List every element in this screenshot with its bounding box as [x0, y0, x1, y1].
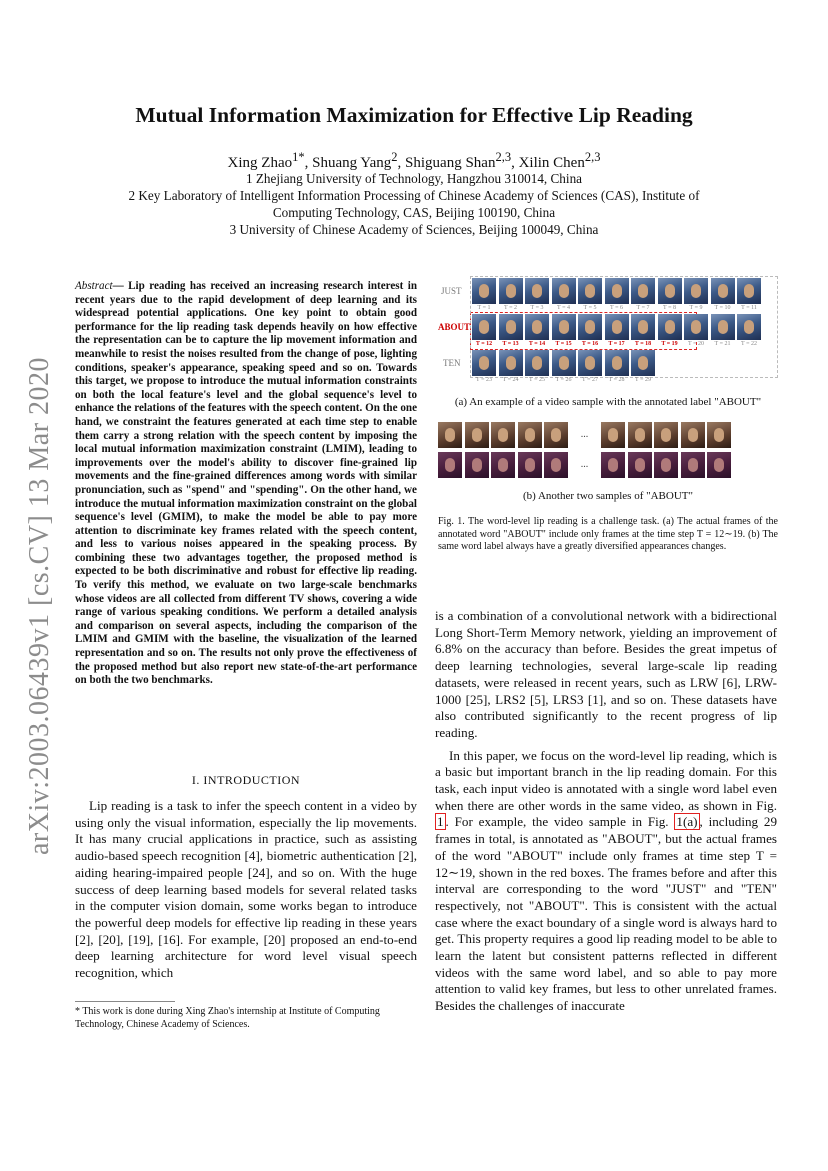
tick-label: T = 26	[555, 377, 572, 383]
video-frame	[601, 422, 625, 448]
tick-label: T = 9	[689, 305, 703, 311]
video-frame	[544, 452, 568, 478]
tick-label: T = 19	[661, 341, 678, 347]
row-label-about: ABOUT	[438, 322, 471, 332]
tick-label: T = 10	[714, 305, 731, 311]
figure-1b	[438, 422, 778, 482]
footnote-rule	[75, 1001, 175, 1002]
video-frame	[499, 350, 523, 376]
subcaption-a: (a) An example of a video sample with the annotated label "ABOUT"	[454, 396, 762, 408]
video-frame	[491, 422, 515, 448]
intro-paragraph-1: Lip reading is a task to infer the speech content in a video by using only the visual information, especially the lip movements. It has many crucial applications in practice, such as assisting audio-based speech recognition [4], biometric authentication [2], aiding hearing-impaired people [24], and so on. With the huge success of deep learning based models for several related tasks in the computer vision domain, some works began to introduce the powerful deep models for effective lip reading in these years [2], [20], [19], [16]. For example, [20] proposed an end-to-end deep learning architecture for word level visual speech recognition, which	[75, 798, 417, 981]
video-frame	[465, 422, 489, 448]
video-frame	[601, 452, 625, 478]
author-list: Xing Zhao$^{1*}$, Shuang Yang$^2$, Shiguang Shan$^{2,3}$, Xilin Chen$^{2,3}$	[227, 150, 601, 171]
video-frame	[472, 350, 496, 376]
video-frame	[628, 422, 652, 448]
tick-label: T = 22	[741, 341, 757, 347]
text-span: In this paper, we focus on the word-level lip reading, which is a basic but important branch in the lip reading domain. For this task, each input video is annotated with a single word label even when there are other words in the same video, as shown in Fig.	[435, 747, 777, 813]
video-frame	[525, 350, 549, 376]
tick-label: T = 6	[610, 305, 623, 311]
tick-label: T = 20	[688, 341, 704, 347]
tick-label: T = 5	[583, 305, 597, 311]
frames-sample-1	[438, 422, 731, 448]
tick-label: T = 28	[608, 377, 625, 383]
video-frame	[654, 452, 678, 478]
tick-label: T = 27	[582, 377, 598, 383]
video-frame	[518, 422, 542, 448]
section-heading-introduction: I. INTRODUCTION	[191, 773, 301, 787]
tick-label: T = 14	[528, 341, 546, 347]
video-frame	[544, 422, 568, 448]
video-frame	[707, 422, 731, 448]
abstract-text: — Lip reading has received an increasing research interest in recent years due to the rapid development of deep learning and its widespread potential applications. One key point to obtain good performance for the lip reading task depends heavily on how effective the representation can be to capture the lip movement information and meanwhile to resist the noises resulted from the change of pose, lighting conditions, speaker's appearance, speaking speed and so on. Towards this target, we propose to introduce the mutual information constraints on both the local feature's level and the global sequence's level to enhance the relations of the features with the speech content. On the one hand, we constraint the features generated at each time step to enable them carry a strong relation with the speech content by imposing the local mutual information maximization constraint (LMIM), leading to improvements over the model's ability to discover fine-grained lip movements and the fine-grained differences among words with similar pronunciation, such as "spend" and "spending". On the other hand, we introduce the mutual information maximization constraint on the global sequence's level (GMIM), to make the model be able to pay more attention to discriminate key frames related with the speech content, and less to various noises appeared in the speaking process. By combining these two advantages together, the proposed method is expected to be both discriminative and robust for effective lip reading. To verify this method, we evaluate on two large-scale benchmarks whose videos are all collected from different TV shows, covering a wide range of various speaking conditions. We perform a detailed analysis and comparison on several aspects, including the comparison of the LMIM and GMIM with the baseline, the visualization of the learned representation and so on. The results not only prove the effectiveness of the proposed method but also report new state-of-the-art performance on both the two benchmarks.	[75, 280, 417, 687]
figure-1	[438, 276, 778, 554]
intro-right-column	[435, 608, 777, 1015]
intro-left-column	[75, 798, 417, 982]
intro-paragraph-2: is a combination of a convolutional network with a bidirectional Long Short-Term Memory network, yielding an improvement of 6.8% on the accuracy than before. Besides the great impetus of deep learning technologies, several large-scale lip reading datasets, were released in recent years, such as LRW [6], LRW-1000 [25], LRS2 [5], LRS3 [1], and so on. These datasets have also contributed significantly to the recent progress of lip reading.	[435, 608, 777, 740]
video-frame	[654, 422, 678, 448]
row-label-just: JUST	[441, 286, 462, 296]
figure-ref-link[interactable]: 1	[437, 814, 444, 830]
frames-row-3	[472, 350, 655, 376]
tick-label: T = 11	[741, 305, 757, 311]
tick-label: T = 7	[636, 305, 650, 311]
paper-title: Mutual Information Maximization for Effective Lip Reading	[135, 103, 693, 127]
abstract-lead: Abstract	[75, 280, 113, 292]
ellipsis: ...	[580, 459, 589, 470]
tick-label: T = 2	[504, 305, 517, 311]
video-frame	[631, 350, 655, 376]
ellipsis: ...	[580, 429, 589, 440]
tick-row-3	[472, 377, 655, 383]
footnote	[75, 1001, 417, 1031]
video-frame	[491, 452, 515, 478]
text-span: . For example, the video sample in Fig.	[445, 814, 675, 830]
affiliation-3: 3 University of Chinese Academy of Sciences, Beijing 100049, China	[229, 222, 599, 237]
abstract	[75, 280, 417, 688]
tick-label: T = 12	[475, 341, 493, 347]
figure-1a	[438, 276, 778, 386]
tick-label: T = 18	[634, 341, 652, 347]
video-frame	[681, 422, 705, 448]
subcaption-b: (b) Another two samples of "ABOUT"	[523, 490, 693, 502]
video-frame	[605, 350, 629, 376]
intro-paragraph-3	[435, 748, 777, 1015]
video-frame	[465, 452, 489, 478]
arxiv-watermark: arXiv:2003.06439v1 [cs.CV] 13 Mar 2020	[24, 356, 55, 856]
tick-label: T = 1	[477, 305, 491, 311]
tick-label: T = 3	[530, 305, 544, 311]
video-frame	[552, 350, 576, 376]
tick-label: T = 4	[557, 305, 570, 311]
tick-label: T = 21	[714, 341, 731, 347]
video-frame	[707, 452, 731, 478]
frames-sample-2	[438, 452, 731, 478]
video-frame	[681, 452, 705, 478]
tick-label: T = 16	[581, 341, 599, 347]
tick-label: T = 17	[608, 341, 625, 347]
tick-label: T = 25	[529, 377, 545, 383]
tick-label: T = 8	[663, 305, 676, 311]
video-frame	[518, 452, 542, 478]
footnote-text: * This work is done during Xing Zhao's internship at Institute of Computing Technology, Chinese Academy of Sciences.	[75, 1006, 380, 1030]
figure-caption: Fig. 1. The word-level lip reading is a challenge task. (a) The actual frames of the annotated word "ABOUT" include only frames at the time step T = 12∼19. (b) The same word label always have a greatly diversified appearances changes.	[438, 516, 778, 552]
tick-label: T = 29	[635, 377, 651, 383]
video-frame	[438, 422, 462, 448]
tick-label: T = 24	[502, 377, 519, 383]
tick-label: T = 13	[502, 341, 519, 347]
text-span: , including 29 frames in total, is annotated as "ABOUT", but the actual frames of the word "ABOUT" include only frames at time step T = 12∼19, shown in the red boxes. The frames before and after this interval are corresponding to the word "JUST" and "TEN" respectively, not "ABOUT". This is consistent with the actual case where the exact boundary of a single word is always hard to get. This property requires a good lip reading model to be able to learn the latent but consistent patterns reflected in different videos with the same word label, and so able to pay more attention to valid key frames, but less to other unrelated frames. Besides the challenges of inaccurate	[435, 814, 778, 1014]
video-frame	[438, 452, 462, 478]
row-label-ten: TEN	[443, 358, 461, 368]
tick-label: T = 23	[476, 377, 492, 383]
tick-label: T = 15	[555, 341, 572, 347]
affiliation-1: 1 Zhejiang University of Technology, Hangzhou 310014, China	[245, 171, 583, 186]
affiliation-2-cont: Computing Technology, CAS, Beijing 100190, China	[272, 205, 556, 220]
video-frame	[628, 452, 652, 478]
affiliation-2: 2 Key Laboratory of Intelligent Information Processing of Chinese Academy of Sciences (CAS), Institute of	[128, 188, 700, 203]
figure-ref-link[interactable]: 1(a)	[676, 814, 698, 830]
video-frame	[578, 350, 602, 376]
